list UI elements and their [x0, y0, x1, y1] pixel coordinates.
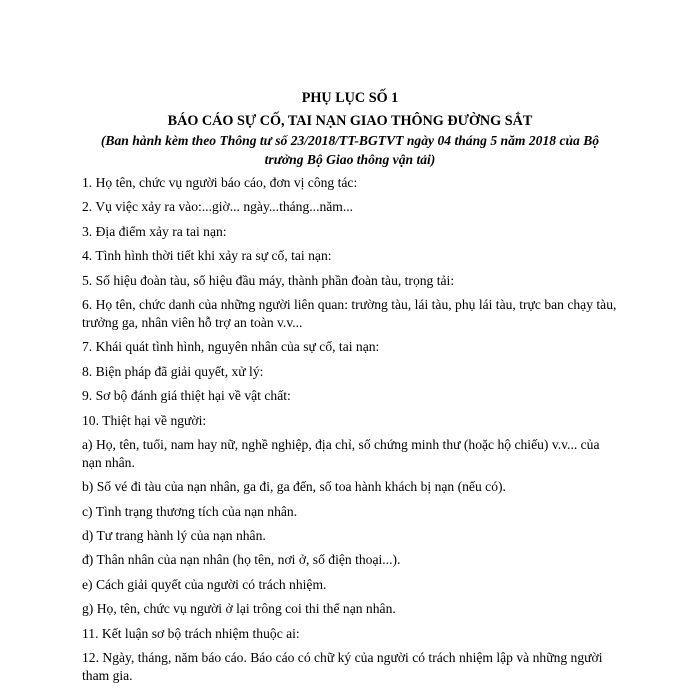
report-item-10dd: đ) Thân nhân của nạn nhân (họ tên, nơi ở, số điện thoại...). [82, 552, 401, 568]
report-item-6: 6. Họ tên, chức danh của những người liên quan: trường tàu, lái tàu, phụ lái tàu, trực ban chạy tàu, trưởng ga, nhân viên hỗ trợ an toàn v.v... [82, 296, 617, 330]
report-item-5: 5. Số hiệu đoàn tàu, số hiệu đầu máy, thành phần đoàn tàu, trọng tải: [82, 272, 455, 288]
report-item-7: 7. Khái quát tình hình, nguyên nhân của sự cố, tai nạn: [82, 339, 380, 355]
report-item-10e: e) Cách giải quyết của người có trách nhiệm. [82, 576, 327, 592]
report-item-12: 12. Ngày, tháng, năm báo cáo. Báo cáo có chữ ký của người có trách nhiệm lập và những người tham gia. [82, 650, 603, 684]
report-item-10g: g) Họ, tên, chức vụ người ở lại trông coi thi thể nạn nhân. [82, 601, 396, 617]
report-item-10b: b) Số vé đi tàu của nạn nhân, ga đi, ga đến, số toa hành khách bị nạn (nếu có). [82, 479, 506, 495]
appendix-title: PHỤ LỤC SỐ 1 [301, 90, 399, 106]
issued-with-note: (Ban hành kèm theo Thông tư số 23/2018/TT-BGTVT ngày 04 tháng 5 năm 2018 của Bộ trưởng Bộ Giao thông vận tải) [100, 133, 600, 167]
report-item-11: 11. Kết luận sơ bộ trách nhiệm thuộc ai: [82, 625, 300, 641]
report-item-10: 10. Thiệt hại về người: [82, 412, 207, 428]
report-title: BÁO CÁO SỰ CỐ, TAI NẠN GIAO THÔNG ĐƯỜNG SẮT [167, 113, 533, 129]
report-item-8: 8. Biện pháp đã giải quyết, xử lý: [82, 363, 264, 379]
report-item-1: 1. Họ tên, chức vụ người báo cáo, đơn vị công tác: [82, 175, 358, 190]
report-item-9: 9. Sơ bộ đánh giá thiệt hại về vật chất: [82, 388, 291, 404]
report-item-4: 4. Tình hình thời tiết khi xảy ra sự cố, tai nạn: [82, 248, 332, 264]
report-item-10c: c) Tình trạng thương tích của nạn nhân. [82, 503, 298, 519]
report-item-10d: d) Tư trang hành lý của nạn nhân. [82, 528, 266, 544]
report-items-list [82, 174, 618, 691]
report-item-10a: a) Họ, tên, tuổi, nam hay nữ, nghề nghiệp, địa chỉ, số chứng minh thư (hoặc hộ chiếu) v.v... của nạn nhân. [82, 436, 600, 470]
report-item-3: 3. Địa điểm xảy ra tai nạn: [82, 223, 227, 239]
report-item-2: 2. Vụ việc xảy ra vào:...giờ... ngày...tháng...năm... [82, 199, 354, 215]
